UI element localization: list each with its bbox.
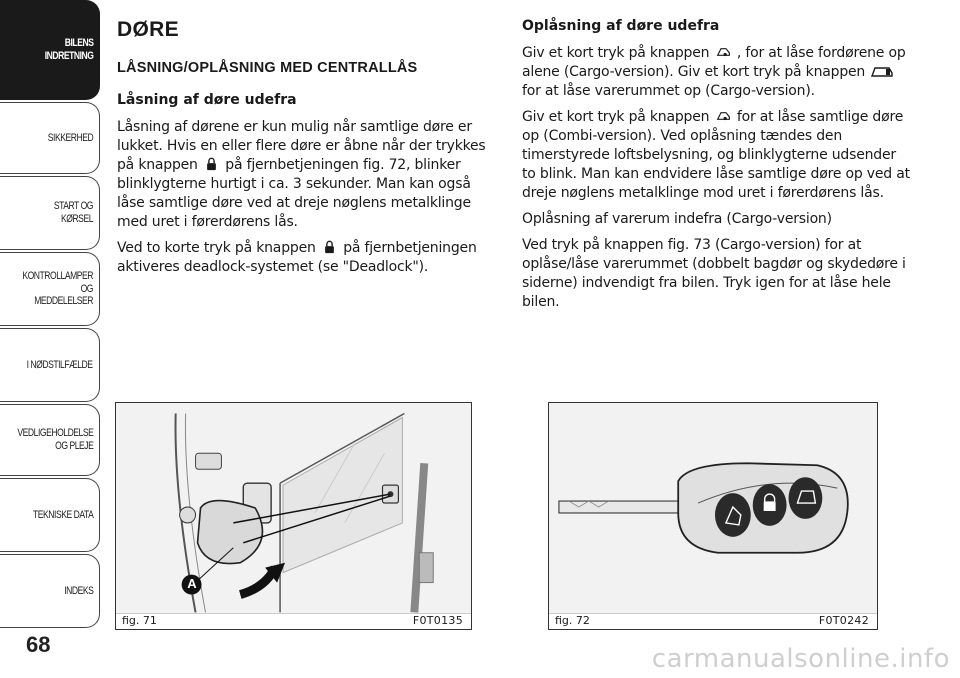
tab-i-nodstilfaelde[interactable]: I NØDSTILFÆLDE [0,328,100,402]
page-number: 68 [26,632,51,657]
tab-sikkerhed[interactable]: SIKKERHED [0,102,100,174]
figure-code: F0T0135 [412,614,463,627]
paragraph: Oplåsning af varerum indefra (Cargo-version) [522,211,832,227]
tab-bilens-indretning[interactable]: BILENS INDRETNING [0,0,100,100]
figure-71 [115,402,472,630]
watermark: carmanualsonline.info [651,644,950,674]
padlock-icon [322,240,337,254]
tab-kontrollamper[interactable]: KONTROLLAMPER OG MEDDELELSER [0,252,100,326]
subsection-heading: Låsning af døre udefra [117,92,297,108]
figure-caption: fig. 72 [555,614,590,627]
cargo-door-unlock-icon [871,64,893,78]
figure-callout-label: A [187,576,197,591]
padlock-icon [204,157,219,171]
remote-key-illustration [549,403,877,613]
section-heading: LÅSNING/OPLÅSNING MED CENTRALLÅS [117,60,418,76]
tab-start-og-korsel[interactable]: START OG KØRSEL [0,176,100,250]
subsection-heading: Oplåsning af døre udefra [522,18,720,34]
tab-tekniske-data[interactable]: TEKNISKE DATA [0,478,100,552]
car-door-unlock-icon [716,109,731,123]
figure-code: F0T0242 [818,614,869,627]
paragraph: Ved to korte tryk på knappen på fjernbetjeningen aktiveres deadlock-systemet (se "Deadlock"). [117,240,477,275]
paragraph: Ved tryk på knappen fig. 73 (Cargo-version) for at oplåse/låse varerummet (dobbelt bagdør og skydedøre i siderne) indvendigt fra bilen. Tryk igen for at låse hele bilen. [522,237,906,310]
right-column [522,18,912,319]
door-lock-illustration [116,403,471,613]
tab-indeks[interactable]: INDEKS [0,554,100,628]
paragraph: Låsning af dørene er kun mulig når samtlige døre er lukket. Hvis en eller flere døre er åbne når der trykkes på knappen på fjernbetjeningen fig. 72, blinker blinklygterne hurtigt i ca. 3 sekunder. Man kan også låse samtlige døre ved at dreje nøglens metalklinge med uret i førerdørens lås. [117,119,486,230]
page-title: DØRE [117,18,179,41]
chapter-sidebar [0,0,100,640]
left-column [117,18,502,284]
tab-vedligeholdelse[interactable]: VEDLIGEHOLDELSE OG PLEJE [0,404,100,476]
figure-72 [548,402,878,630]
figure-caption: fig. 71 [122,614,157,627]
car-door-unlock-icon [716,45,731,59]
paragraph: Giv et kort tryk på knappen , for at låse fordørene op alene (Cargo-version). Giv et kort tryk på knappen for at låse varerummet op (Cargo-version). [522,45,906,99]
paragraph: Giv et kort tryk på knappen for at låse samtlige døre op (Combi-version). Ved oplåsning tændes den timerstyrede loftsbelysning, og blinklygterne udsender to blink. Man kan endvidere låse samtlige døre op ved at dreje nøglens metalklinge mod uret i førerdørens lås. [522,109,910,201]
